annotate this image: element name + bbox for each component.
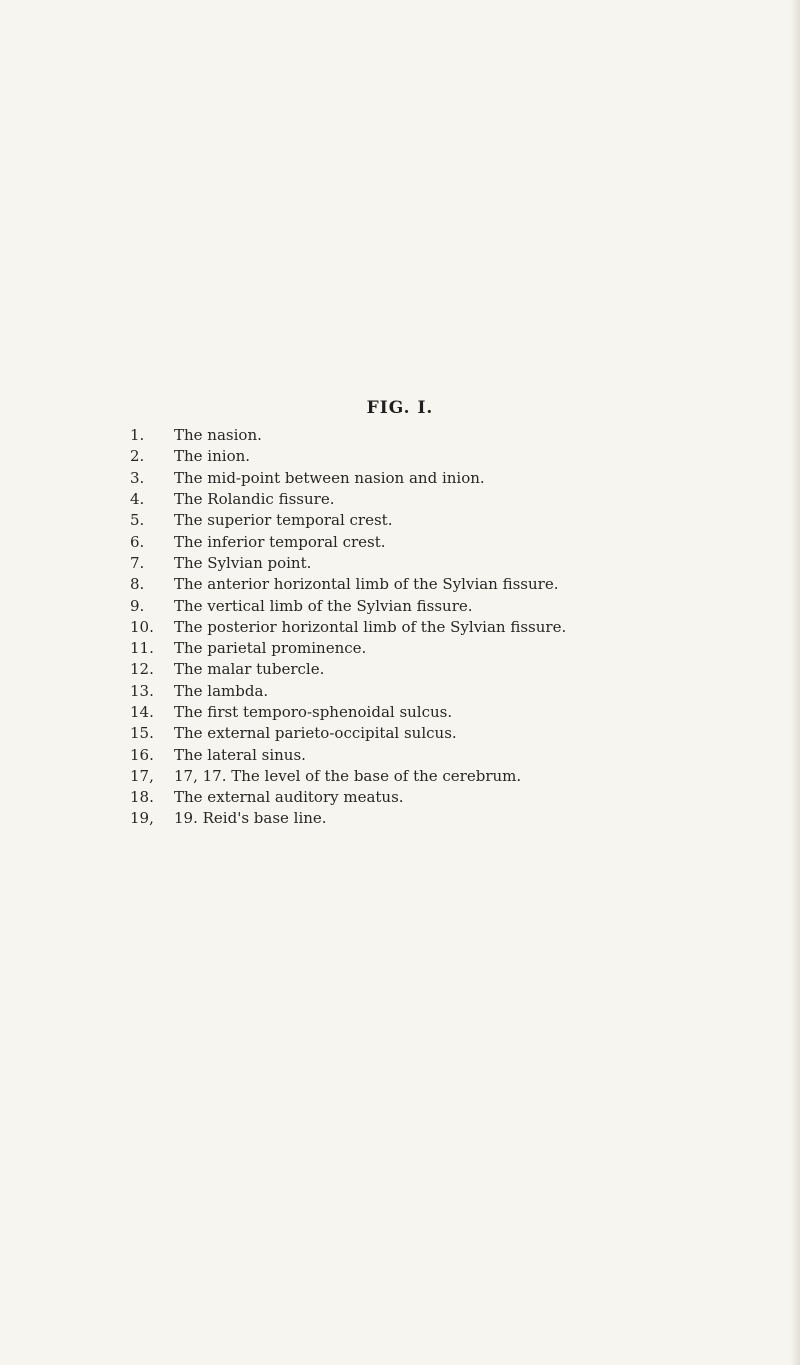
legend-number: 3. bbox=[130, 468, 145, 487]
legend-text: The first temporo-sphenoidal sulcus. bbox=[174, 703, 453, 721]
legend-item bbox=[130, 659, 790, 680]
legend-item bbox=[130, 617, 790, 638]
legend-number: 19, bbox=[130, 809, 154, 828]
legend-number: 10. bbox=[130, 617, 154, 636]
legend-number: 11. bbox=[130, 639, 154, 658]
legend-text: The malar tubercle. bbox=[174, 660, 325, 679]
legend-text: The Rolandic fissure. bbox=[174, 490, 335, 509]
legend-number: 8. bbox=[130, 575, 145, 594]
figure-legend bbox=[130, 425, 790, 830]
legend-text: The posterior horizontal limb of the Sylvian fissure. bbox=[174, 617, 567, 636]
legend-number: 6. bbox=[130, 532, 145, 551]
legend-text: The superior temporal crest. bbox=[174, 511, 393, 530]
legend-number: 14. bbox=[130, 703, 154, 721]
legend-item bbox=[130, 787, 790, 808]
legend-number: 18. bbox=[130, 788, 154, 807]
legend-text: The parietal prominence. bbox=[174, 639, 367, 658]
legend-number: 9. bbox=[130, 596, 145, 615]
legend-number: 7. bbox=[130, 553, 145, 572]
legend-item bbox=[130, 808, 790, 829]
legend-number: 17, bbox=[130, 766, 154, 785]
legend-text: The anterior horizontal limb of the Sylvian fissure. bbox=[174, 575, 559, 594]
legend-number: 1. bbox=[130, 426, 145, 445]
legend-item bbox=[130, 531, 790, 552]
legend-item bbox=[130, 553, 790, 574]
legend-text: The nasion. bbox=[174, 426, 262, 445]
legend-text: 19. Reid's base line. bbox=[174, 809, 327, 828]
legend-number: 12. bbox=[130, 660, 154, 679]
legend-item bbox=[130, 446, 790, 467]
legend-text: The inion. bbox=[174, 447, 251, 466]
legend-item bbox=[130, 574, 790, 595]
legend-text: The inferior temporal crest. bbox=[174, 532, 386, 551]
legend-item bbox=[130, 766, 790, 787]
legend-item bbox=[130, 489, 790, 510]
legend-number: 5. bbox=[130, 511, 145, 530]
legend-number: 4. bbox=[130, 490, 145, 509]
legend-number: 15. bbox=[130, 724, 154, 743]
legend-number: 13. bbox=[130, 681, 154, 700]
legend-item bbox=[130, 723, 790, 744]
legend-item bbox=[130, 702, 790, 723]
legend-item bbox=[130, 681, 790, 702]
legend-text: The lateral sinus. bbox=[174, 745, 306, 764]
legend-item bbox=[130, 638, 790, 659]
legend-text: The external parieto-occipital sulcus. bbox=[174, 724, 457, 743]
legend-number: 16. bbox=[130, 745, 154, 764]
legend-text: The lambda. bbox=[174, 681, 269, 700]
legend-item bbox=[130, 595, 790, 616]
legend-item bbox=[130, 510, 790, 531]
legend-text: The external auditory meatus. bbox=[174, 788, 404, 807]
legend-text: The mid-point between nasion and inion. bbox=[174, 468, 485, 487]
legend-item bbox=[130, 744, 790, 765]
legend-text: The vertical limb of the Sylvian fissure. bbox=[174, 596, 473, 615]
page-edge bbox=[790, 0, 800, 1365]
legend-item bbox=[130, 468, 790, 489]
legend-text: 17, 17. The level of the base of the cerebrum. bbox=[174, 766, 522, 785]
legend-item bbox=[130, 425, 790, 446]
legend-text: The Sylvian point. bbox=[174, 553, 312, 572]
figure-title: FIG. I. bbox=[366, 398, 434, 418]
legend-number: 2. bbox=[130, 447, 145, 466]
